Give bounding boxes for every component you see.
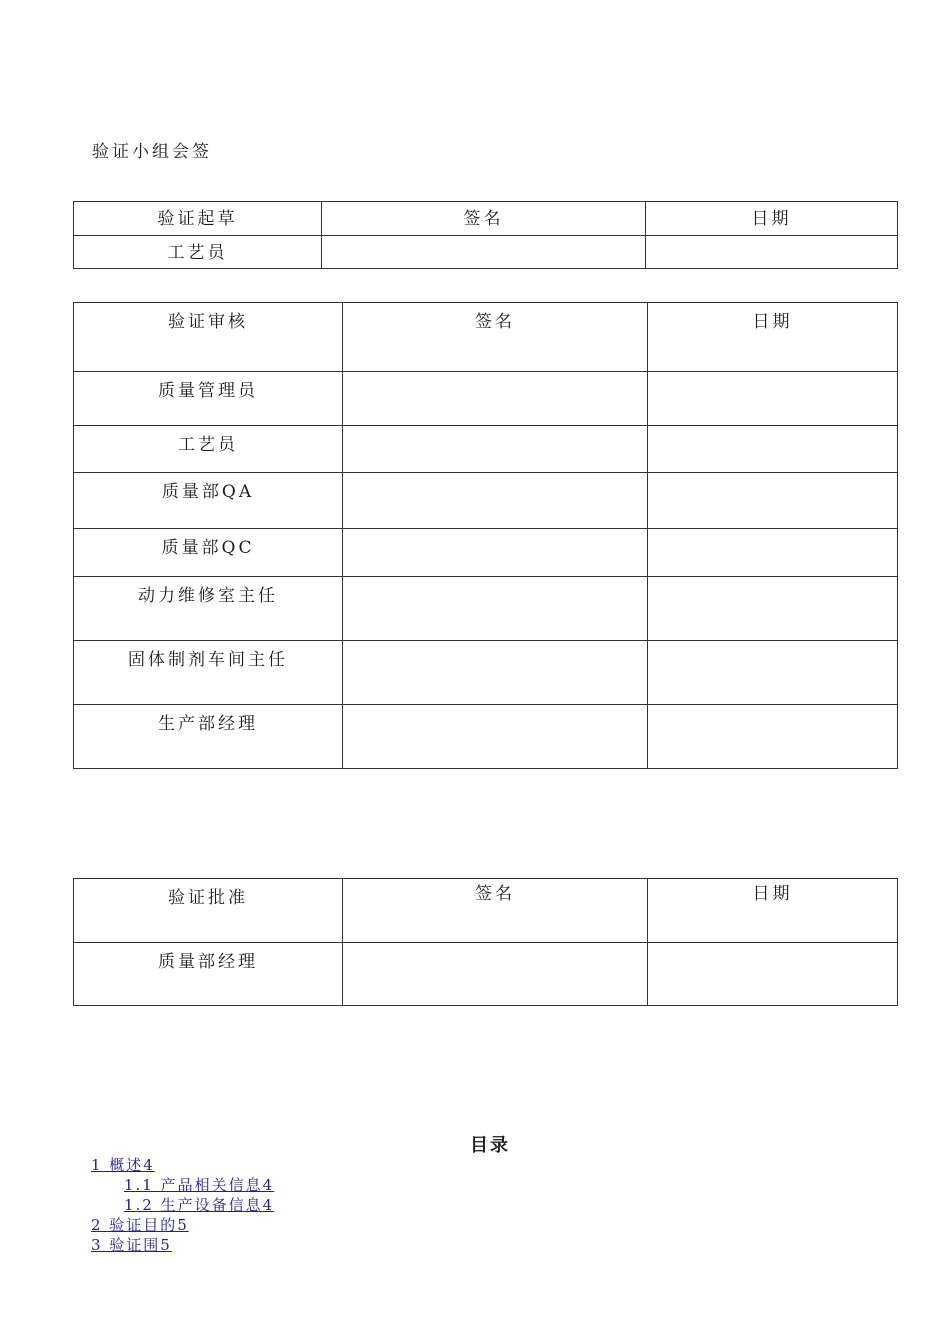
role-cell: 质量部经理 — [74, 943, 343, 1006]
signature-cell[interactable] — [343, 943, 648, 1006]
toc-title: 目录 — [470, 1135, 510, 1156]
date-cell[interactable] — [648, 705, 898, 769]
date-cell[interactable] — [648, 426, 898, 473]
role-cell: 固体制剂车间主任 — [74, 641, 343, 705]
table-row — [74, 641, 898, 705]
toc-item — [91, 1195, 274, 1215]
signature-cell[interactable] — [322, 236, 646, 269]
page-title: 验证小组会签 — [92, 142, 212, 162]
header-cell-signature: 签名 — [322, 202, 646, 236]
toc-item — [91, 1175, 274, 1195]
role-cell: 动力维修室主任 — [74, 577, 343, 641]
header-cell-date: 日期 — [648, 303, 898, 372]
signature-cell[interactable] — [343, 641, 648, 705]
table-row — [74, 473, 898, 529]
header-cell-role: 验证审核 — [74, 303, 343, 372]
table-header-row — [74, 303, 898, 372]
role-cell: 工艺员 — [74, 236, 322, 269]
table-row — [74, 529, 898, 577]
signature-cell[interactable] — [343, 372, 648, 426]
role-cell: 质量管理员 — [74, 372, 343, 426]
table-row — [74, 705, 898, 769]
toc-item — [91, 1155, 274, 1175]
role-cell: 质量部QC — [74, 529, 343, 577]
signature-cell[interactable] — [343, 577, 648, 641]
table-row — [74, 943, 898, 1006]
table-row — [74, 236, 898, 269]
date-cell[interactable] — [648, 641, 898, 705]
date-cell[interactable] — [648, 529, 898, 577]
toc-item — [91, 1235, 274, 1255]
toc-item — [91, 1215, 274, 1235]
drafting-table — [73, 201, 898, 269]
table-of-contents — [91, 1155, 274, 1255]
header-cell-role: 验证起草 — [74, 202, 322, 236]
signature-cell[interactable] — [343, 473, 648, 529]
table-row — [74, 372, 898, 426]
role-cell: 工艺员 — [74, 426, 343, 473]
table-row — [74, 426, 898, 473]
date-cell[interactable] — [648, 943, 898, 1006]
toc-link-product-info[interactable]: 1.1 产品相关信息4 — [124, 1176, 275, 1194]
role-cell: 生产部经理 — [74, 705, 343, 769]
date-cell[interactable] — [646, 236, 898, 269]
header-cell-signature: 签名 — [343, 879, 648, 943]
approval-table — [73, 878, 898, 1006]
signature-cell[interactable] — [343, 529, 648, 577]
header-cell-role: 验证批准 — [74, 879, 343, 943]
toc-link-overview[interactable]: 1 概述4 — [91, 1156, 155, 1174]
signature-cell[interactable] — [343, 426, 648, 473]
toc-link-validation-scope[interactable]: 3 验证围5 — [91, 1236, 172, 1254]
toc-link-validation-purpose[interactable]: 2 验证目的5 — [91, 1216, 189, 1234]
review-table — [73, 302, 898, 769]
date-cell[interactable] — [648, 473, 898, 529]
table-row — [74, 577, 898, 641]
table-header-row — [74, 202, 898, 236]
header-cell-signature: 签名 — [343, 303, 648, 372]
date-cell[interactable] — [648, 372, 898, 426]
header-cell-date: 日期 — [646, 202, 898, 236]
role-cell: 质量部QA — [74, 473, 343, 529]
header-cell-date: 日期 — [648, 879, 898, 943]
toc-link-equipment-info[interactable]: 1.2 生产设备信息4 — [124, 1196, 275, 1214]
signature-cell[interactable] — [343, 705, 648, 769]
table-header-row — [74, 879, 898, 943]
date-cell[interactable] — [648, 577, 898, 641]
